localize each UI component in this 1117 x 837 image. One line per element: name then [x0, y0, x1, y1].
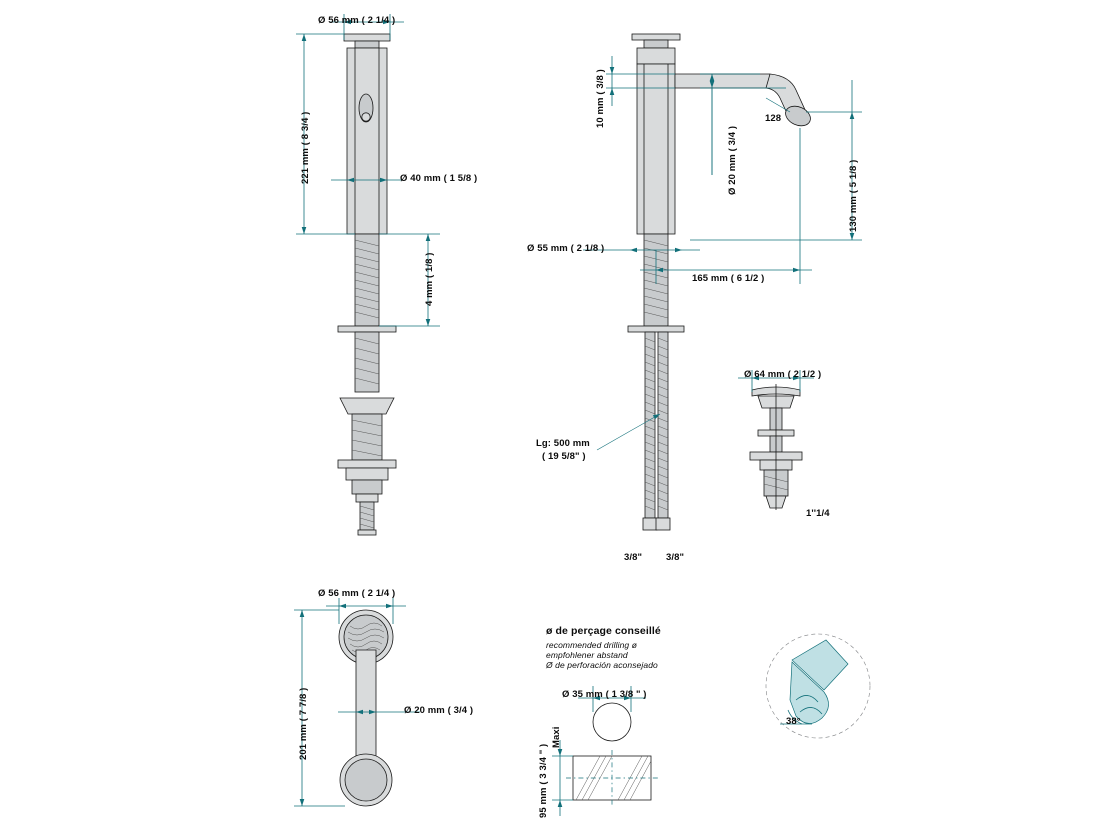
dim-top-length: 201 mm ( 7 7/8 )	[298, 687, 309, 760]
dim-drill-hole-dia: Ø 35 mm ( 1 3/8 " )	[562, 689, 647, 700]
dim-side-reach: 165 mm ( 6 1/2 )	[692, 273, 765, 284]
dim-front-top-dia: Ø 56 mm ( 2 1/4 )	[318, 15, 396, 26]
dim-thread-left: 3/8"	[624, 552, 643, 563]
dim-front-height: 221 mm ( 8 3/4 )	[300, 111, 311, 184]
dim-front-body-dia: Ø 40 mm ( 1 5/8 )	[400, 173, 478, 184]
dim-top-spout-dia: Ø 20 mm ( 3/4 )	[404, 705, 474, 716]
dim-waste-thread: 1''1/4	[806, 508, 830, 519]
drilling-line-en: recommended drilling ø	[546, 640, 638, 650]
dim-waste-dia: Ø 64 mm ( 2 1/2 )	[744, 369, 822, 380]
dim-drill-max-thickness: 95 mm ( 3 3/4 " )	[538, 743, 549, 818]
waste-view-geometry	[750, 384, 802, 510]
dim-thread-right: 3/8"	[666, 552, 685, 563]
dim-top-dia: Ø 56 mm ( 2 1/4 )	[318, 588, 396, 599]
drilling-heading: ø de perçage conseillé	[546, 625, 661, 637]
drilling-line-es: Ø de perforación aconsejado	[546, 660, 658, 670]
top-view-geometry	[339, 610, 393, 806]
aerator-detail-geometry	[766, 634, 870, 738]
dim-front-thickness: 4 mm ( 1/8 )	[424, 252, 435, 306]
side-view-dimensions	[583, 56, 862, 284]
dim-side-outlet: 128	[765, 113, 782, 124]
drilling-view-geometry	[566, 703, 658, 806]
dim-side-spout-dia: Ø 20 mm ( 3/4 )	[727, 125, 738, 195]
dim-hose-length: Lg: 500 mm	[536, 438, 590, 449]
dim-detail-angle: 38°	[786, 716, 801, 727]
dim-drill-maxi: Maxi	[551, 726, 562, 748]
dim-side-base-dia: Ø 55 mm ( 2 1/8 )	[527, 243, 605, 254]
dim-side-spout-thick: 10 mm ( 3/8 )	[595, 69, 606, 128]
front-view-geometry	[338, 34, 396, 535]
dim-side-spout-height: 130 mm ( 5 1/8 )	[848, 159, 859, 232]
dim-hose-length-inches: ( 19 5/8" )	[542, 451, 586, 462]
drilling-line-de: empfohlener abstand	[546, 650, 628, 660]
